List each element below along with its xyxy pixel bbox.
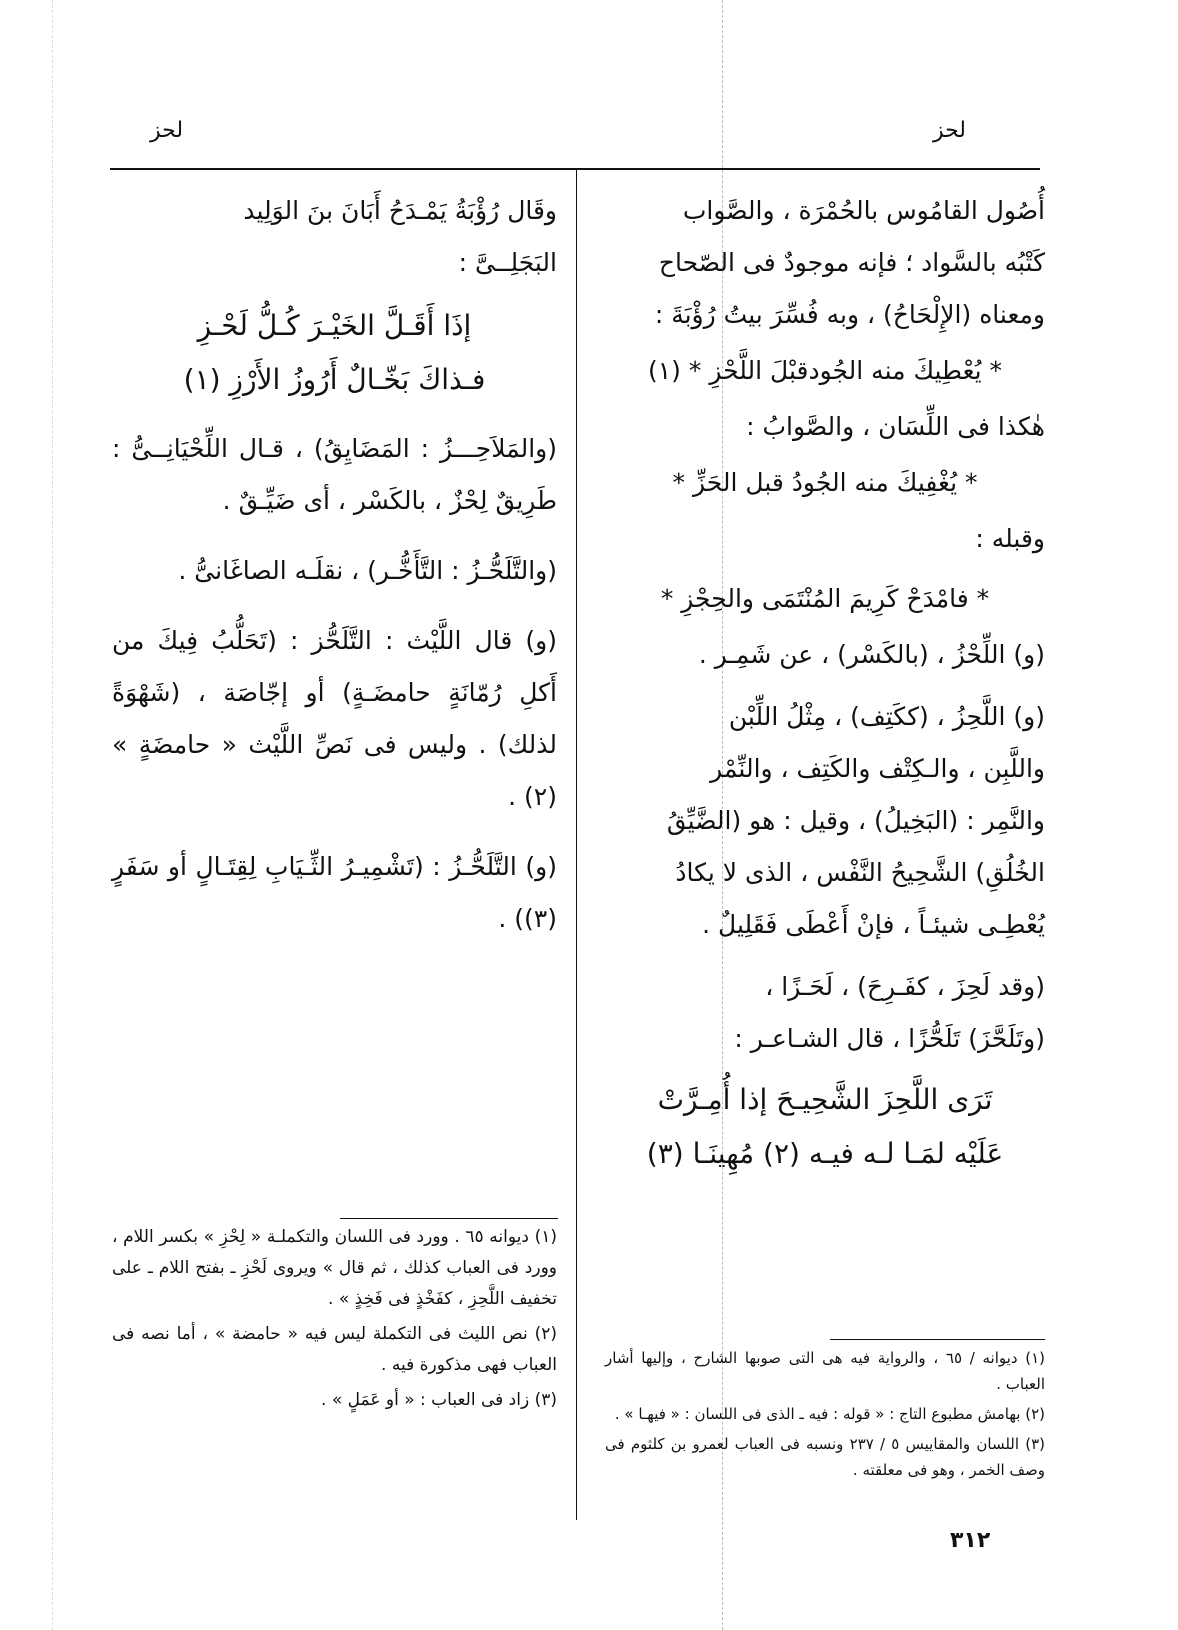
text-line: (وتَلَحَّزَ) تَلَحُّزًا ، قال الشـاعـر :: [734, 1024, 1045, 1053]
running-header-right: لحز: [932, 118, 966, 143]
text-line: هٰكذا فى اللِّسَان ، والصَّوابُ :: [746, 412, 1045, 441]
verse-line: إذَا أَقَـلَّ الخَيْـرَ كُـلُّ لَحْـزِ: [197, 309, 472, 342]
quoted-hemistich: * فامْدَحْ كَرِيمَ المُنْتَمَى والحِجْزِ *: [660, 584, 990, 613]
text-line: وقبله :: [975, 524, 1045, 553]
text-line: يُعْطِـى شيئـاً ، فإنْ أَعْطَى فَقَلِيلٌ .: [702, 910, 1045, 939]
entry-paragraph: (و) قال اللَّيْث : التَّلَحُّز : (تَحَلُّبُ فِيكَ من أَكلِ رُمّانَةٍ حامضَـةٍ) أو إجّاصَة ، (شَهْوَةً لذلك) . وليس فى نَصِّ اللَّيْث « حامضَةٍ » (٢) .: [112, 626, 557, 811]
left-footnotes: [112, 1222, 557, 1420]
text-line: وقَال رُؤْبَةُ يَمْـدَحُ أَبَانَ بنَ الوَلِيد: [243, 196, 557, 225]
text-line: ومعناه (الإِلْحَاحُ) ، وبه فُسِّرَ بيتُ رُؤْبَةَ :: [654, 300, 1045, 329]
entry-paragraph: (والمَلاَحِـــزُ : المَضَايِقُ) ، قـال اللِّحْيَانِــىُّ : طَرِيقٌ لِحْزٌ ، بالكَسْر ، أى ضَيِّـقٌ .: [112, 434, 557, 515]
verse-line: تَرَى اللَّحِزَ الشَّحِيـحَ إذا أُمِـرَّتْ: [657, 1083, 993, 1116]
entry-line: (و) اللَّحِزُ ، (ككَتِف) ، مِثْلُ اللِّبْن: [728, 702, 1045, 731]
entry-line: (و) اللِّحْزُ ، (بالكَسْر) ، عن شَمِـر .: [698, 640, 1045, 669]
text-line: أُصُول القامُوس بالحُمْرَة ، والصَّواب: [682, 196, 1045, 225]
footnote: (٢) بهامش مطبوع التاج : « قوله : فيه ـ الذى فى اللسان : « فيهـا » .: [614, 1405, 1045, 1423]
entry-paragraph: (و) التَّلَحُّـزُ : (تَشْمِيـرُ الثِّـيَابِ لِقِتَـالٍ أو سَفَرٍ (٣)) .: [112, 852, 557, 933]
running-header-left: لحز: [150, 118, 184, 143]
verse-line: فـذاكَ بَخّـالٌ أَرُوزُ الأَرْزِ (١): [183, 363, 486, 396]
text-line: البَجَلِــىَّ :: [458, 248, 557, 277]
footnote-rule-right: [830, 1339, 1045, 1340]
footnote: (١) ديوانه / ٦٥ ، والرواية فيه هى التى صوبها الشارح ، وإليها أشار العباب .: [605, 1349, 1045, 1393]
scan-fold-line-left: [52, 0, 53, 1630]
entry-line: (وقد لَحِزَ ، كفَـرِحَ) ، لَحَـزًا ،: [765, 972, 1045, 1001]
page-number: ٣١٢: [950, 1528, 991, 1553]
footnote: (٢) نص الليث فى التكملة ليس فيه « حامضة » ، أما نصه فى العباب فهى مذكورة فيه .: [112, 1324, 557, 1375]
entry-paragraph: (والتَّلَحُّـزُ : التَّأَخُّـر) ، نقلَـه الصاغَانىُّ .: [178, 556, 557, 585]
header-rule: [110, 168, 1040, 170]
footnote: (٣) اللسان والمقاييس ٥ / ٢٣٧ ونسبه فى العباب لعمرو بن كلثوم فى وصف الخمر ، وهو فى معلقته .: [605, 1435, 1046, 1479]
text-line: كَتْبُه بالسَّواد ؛ فإنه موجودٌ فى الصّحاح: [658, 248, 1045, 277]
left-column: [112, 185, 557, 945]
footnote-rule-left: [340, 1218, 558, 1219]
verse-line: عَلَيْه لمَـا لـه فيـه (٢) مُهِينَـا (٣): [646, 1137, 1004, 1170]
column-divider: [576, 170, 577, 1520]
quoted-hemistich: * يُعْطِيكَ منه الجُودقبْلَ اللَّحْزِ * (١): [647, 356, 1003, 385]
text-line: والنَّمِر : (البَخِيلُ) ، وقيل : هو (الضَّيِّقُ: [666, 806, 1045, 835]
quoted-hemistich: * يُغْفِيكَ منه الجُودُ قبل الحَزِّ *: [672, 468, 978, 497]
right-column: [605, 185, 1045, 1181]
right-footnotes: [605, 1345, 1045, 1487]
footnote: (٣) زاد فى العباب : « أو عَمَلٍ » .: [321, 1390, 557, 1410]
text-line: الخُلُقِ) الشَّحِيحُ النَّفْس ، الذى لا يكادُ: [675, 858, 1045, 887]
text-line: واللَّبِن ، والـكِتْف والكَتِف ، والنِّمْر: [710, 754, 1045, 783]
footnote: (١) ديوانه ٦٥ . وورد فى اللسان والتكملـة « لِحْزِ » بكسر اللام ، وورد فى العباب كذلك ، ثم قال » ويروى لَحْزِ ـ بفتح اللام ـ على تخفيف اللَّحِزِ ، كفَخْذٍ فى فَخِذٍ » .: [112, 1227, 557, 1309]
